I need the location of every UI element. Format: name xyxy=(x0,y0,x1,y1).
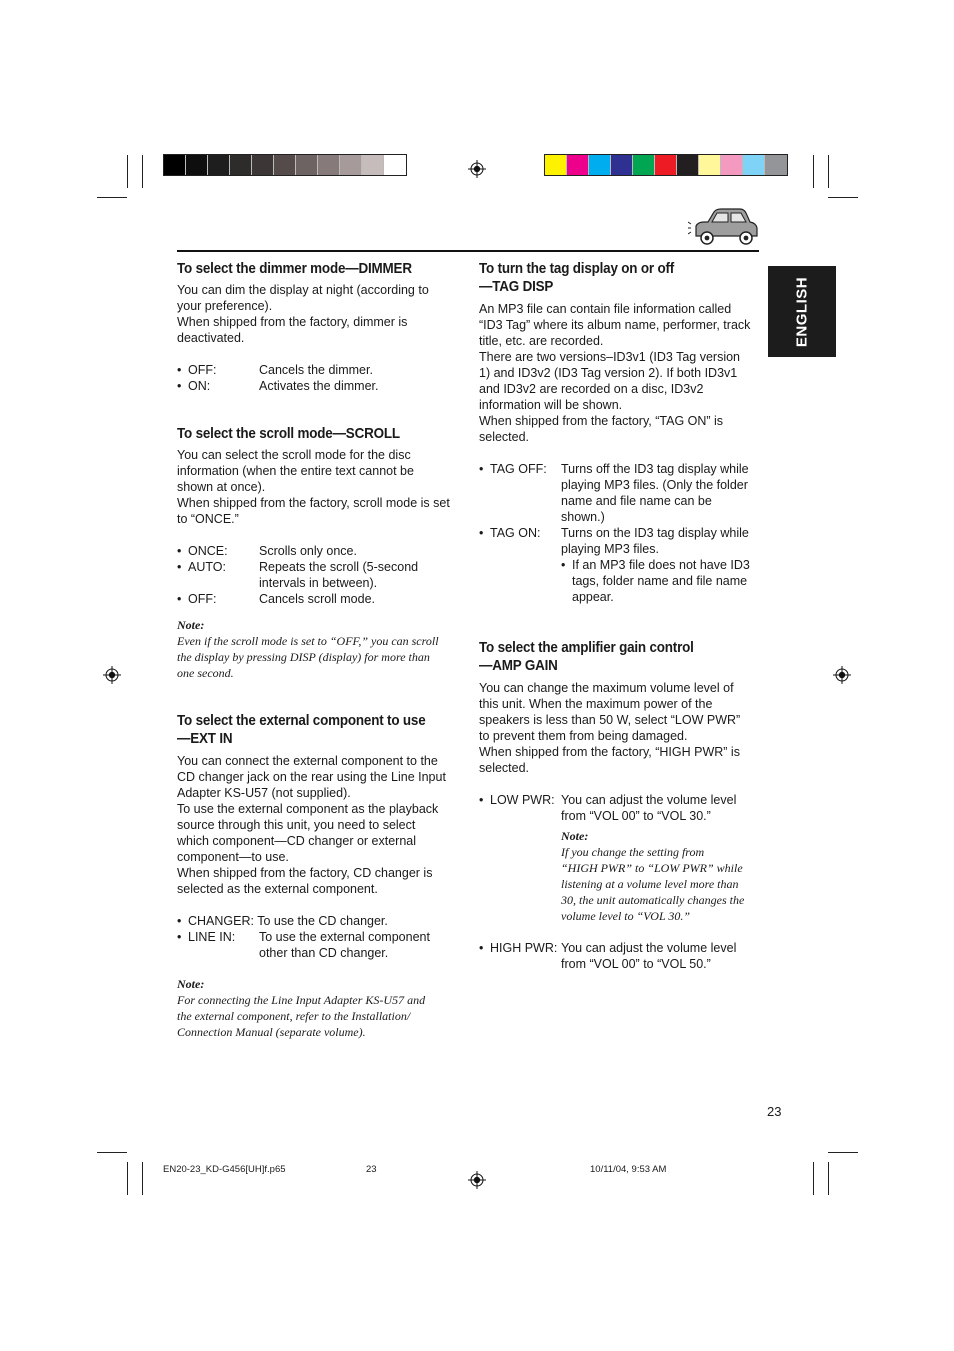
list-item: • ON: Activates the dimmer. xyxy=(177,379,379,393)
note-heading: Note: xyxy=(177,977,205,991)
footer-timestamp: 10/11/04, 9:53 AM xyxy=(590,1164,667,1175)
color-swatch xyxy=(743,155,765,175)
list-item: • LINE IN: To use the external component other than CD changer. xyxy=(177,930,430,960)
list-item: • OFF: Cancels scroll mode. xyxy=(177,592,376,606)
list-item: • OFF: Cancels the dimmer. xyxy=(177,363,373,377)
registration-mark-icon xyxy=(833,666,851,684)
color-swatch xyxy=(655,155,677,175)
option-list xyxy=(479,792,761,824)
color-bar xyxy=(544,154,788,176)
amp-gain-section xyxy=(479,639,761,972)
color-swatch xyxy=(765,155,787,175)
note-heading: Note: xyxy=(177,618,205,632)
color-swatch xyxy=(567,155,589,175)
note-heading: Note: xyxy=(561,829,589,843)
list-item: • CHANGER: To use the CD changer. xyxy=(177,914,388,928)
ext-in-section xyxy=(177,712,462,1040)
note-text: If you change the setting from “HIGH PWR” to “LOW PWR” while listening at a volume level more than 30, the unit automatically changes the volume level to “VOL 30.” xyxy=(561,845,745,923)
color-swatch xyxy=(589,155,611,175)
color-swatch xyxy=(164,155,186,175)
registration-mark-icon xyxy=(103,666,121,684)
grayscale-bar xyxy=(163,154,407,176)
sub-list-item: • If an MP3 file does not have ID3 tags, folder name and file name appear. xyxy=(561,558,750,604)
option-list xyxy=(177,362,462,394)
header-rule xyxy=(177,250,759,252)
footer-file-name: EN20-23_KD-G456[UH]f.p65 xyxy=(163,1164,286,1175)
section-body: An MP3 file can contain file information called “ID3 Tag” where its album name, performer, track title, etc. are recorded. There are two versions–ID3v1 (ID3 Tag version 1) and ID3v2 (ID3 Tag version 2). If both ID3v1 and ID3v2 are recorded on a disc, ID3v2 information will be shown. When shipped from the factory, “TAG ON” is selected. xyxy=(479,302,751,444)
option-list xyxy=(479,461,761,605)
list-item: • AUTO: Repeats the scroll (5-second intervals in between). xyxy=(177,560,419,590)
color-swatch xyxy=(677,155,699,175)
option-list xyxy=(177,543,462,607)
section-heading: To select the scroll mode—SCROLL xyxy=(177,426,400,442)
section-body: You can select the scroll mode for the disc information (when the entire text cannot be shown at once). When shipped from the factory, scroll mode is set to “ONCE.” xyxy=(177,448,450,526)
color-swatch xyxy=(296,155,318,175)
section-heading-line2: —TAG DISP xyxy=(479,279,554,295)
right-column xyxy=(479,260,761,972)
color-swatch xyxy=(230,155,252,175)
section-heading: To select the amplifier gain control xyxy=(479,640,694,656)
section-heading-line2: —EXT IN xyxy=(177,731,233,747)
car-icon xyxy=(688,206,760,248)
language-tab: ENGLISH xyxy=(768,266,836,357)
list-item: • TAG ON: Turns on the ID3 tag display while playing MP3 files. xyxy=(479,526,749,556)
color-swatch xyxy=(611,155,633,175)
color-swatch xyxy=(186,155,208,175)
amp-note xyxy=(561,828,761,924)
registration-mark-icon xyxy=(468,1171,486,1189)
color-swatch xyxy=(340,155,362,175)
list-item: • ONCE: Scrolls only once. xyxy=(177,544,357,558)
option-list xyxy=(479,940,761,972)
color-swatch xyxy=(318,155,340,175)
tag-display-section xyxy=(479,260,761,605)
section-heading: To turn the tag display on or off xyxy=(479,261,675,277)
note-text: Even if the scroll mode is set to “OFF,” you can scroll the display by pressing DISP (display) for more than one second. xyxy=(177,634,439,680)
note-text: For connecting the Line Input Adapter KS-U57 and the external component, refer to the Installation/ Connection Manual (separate volume). xyxy=(177,993,426,1039)
left-column xyxy=(177,260,462,1040)
list-item: • HIGH PWR: You can adjust the volume level from “VOL 00” to “VOL 50.” xyxy=(479,941,737,971)
color-swatch xyxy=(699,155,721,175)
section-heading: To select the dimmer mode—DIMMER xyxy=(177,261,412,277)
scroll-section xyxy=(177,425,462,681)
list-item: • TAG OFF: Turns off the ID3 tag display while playing MP3 files. (Only the folder name and file name can be shown.) xyxy=(479,462,749,524)
section-body: You can dim the display at night (according to your preference). When shipped from the factory, dimmer is deactivated. xyxy=(177,283,429,345)
color-swatch xyxy=(721,155,743,175)
color-swatch xyxy=(274,155,296,175)
color-swatch xyxy=(633,155,655,175)
section-heading-line2: —AMP GAIN xyxy=(479,658,558,674)
option-list xyxy=(177,913,462,961)
registration-mark-icon xyxy=(468,160,486,178)
list-item: • LOW PWR: You can adjust the volume level from “VOL 00” to “VOL 30.” xyxy=(479,793,737,823)
section-body: You can change the maximum volume level of this unit. When the maximum power of the speakers is less than 50 W, select “LOW PWR” to prevent them from being damaged. When shipped from the factory, “HIGH PWR” is selected. xyxy=(479,681,741,775)
section-heading: To select the external component to use xyxy=(177,713,426,729)
color-swatch xyxy=(384,155,406,175)
color-swatch xyxy=(208,155,230,175)
color-swatch xyxy=(252,155,274,175)
color-swatch xyxy=(362,155,384,175)
section-body: You can connect the external component to the CD changer jack on the rear using the Line Input Adapter KS-U57 (not supplied). To use the external component as the playback source through this unit, you need to select which component—CD changer or external component—to use. When shipped from the factory, CD changer is selected as the external component. xyxy=(177,754,446,896)
color-swatch xyxy=(545,155,567,175)
page-number: 23 xyxy=(767,1104,782,1119)
footer-page: 23 xyxy=(366,1164,377,1175)
dimmer-section xyxy=(177,260,462,394)
